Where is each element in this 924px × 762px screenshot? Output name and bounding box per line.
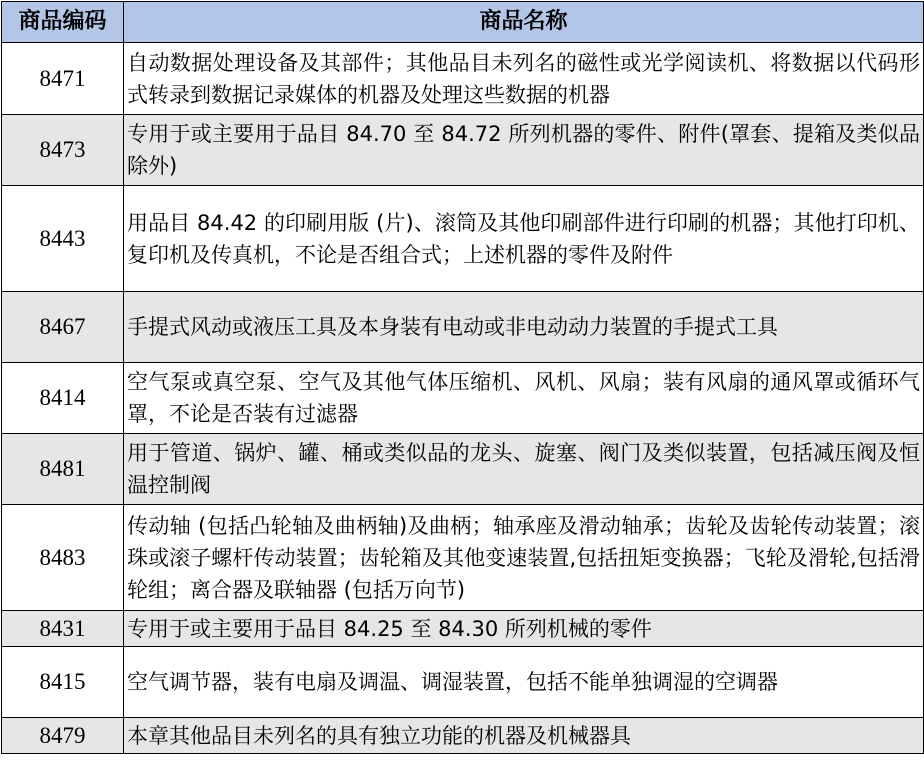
row-name: 本章其他品目未列名的具有独立功能的机器及机械器具: [124, 718, 924, 754]
table-row: [2, 718, 924, 754]
row-name: 用于管道、锅炉、罐、桶或类似品的龙头、旋塞、阀门及类似装置，包括减压阀及恒温控制阀: [124, 434, 924, 505]
table-row: [2, 186, 924, 292]
row-code: 8431: [2, 611, 124, 647]
header-code: 商品编码: [2, 2, 124, 43]
row-name: 自动数据处理设备及其部件；其他品目未列名的磁性或光学阅读机、将数据以代码形式转录到数据记录媒体的机器及处理这些数据的机器: [124, 43, 924, 115]
header-row: [2, 2, 924, 43]
row-code: 8415: [2, 647, 124, 718]
row-code: 8481: [2, 434, 124, 505]
row-name: 专用于或主要用于品目 84.25 至 84.30 所列机械的零件: [124, 611, 924, 647]
commodity-table: [1, 1, 924, 754]
row-code: 8471: [2, 43, 124, 115]
row-name: 空气调节器，装有电扇及调温、调湿装置，包括不能单独调湿的空调器: [124, 647, 924, 718]
row-code: 8467: [2, 292, 124, 363]
row-name: 手提式风动或液压工具及本身装有电动或非电动动力装置的手提式工具: [124, 292, 924, 363]
row-name: 空气泵或真空泵、空气及其他气体压缩机、风机、风扇；装有风扇的通风罩或循环气罩，不论是否装有过滤器: [124, 363, 924, 434]
table-row: [2, 115, 924, 186]
table-row: [2, 363, 924, 434]
row-code: 8414: [2, 363, 124, 434]
header-name: 商品名称: [124, 2, 924, 43]
row-name: 传动轴 (包括凸轮轴及曲柄轴)及曲柄；轴承座及滑动轴承；齿轮及齿轮传动装置；滚珠或滚子螺杆传动装置；齿轮箱及其他变速装置,包括扭矩变换器；飞轮及滑轮,包括滑轮组；离合器及联轴器 (包括万向节): [124, 505, 924, 611]
row-name: 用品目 84.42 的印刷用版 (片)、滚筒及其他印刷部件进行印刷的机器；其他打印机、复印机及传真机，不论是否组合式；上述机器的零件及附件: [124, 186, 924, 292]
table-row: [2, 647, 924, 718]
row-code: 8443: [2, 186, 124, 292]
row-name: 专用于或主要用于品目 84.70 至 84.72 所列机器的零件、附件(罩套、提箱及类似品除外): [124, 115, 924, 186]
row-code: 8473: [2, 115, 124, 186]
row-code: 8479: [2, 718, 124, 754]
table-row: [2, 611, 924, 647]
row-code: 8483: [2, 505, 124, 611]
table-row: [2, 505, 924, 611]
table-row: [2, 434, 924, 505]
table-row: [2, 292, 924, 363]
table-row: [2, 43, 924, 115]
